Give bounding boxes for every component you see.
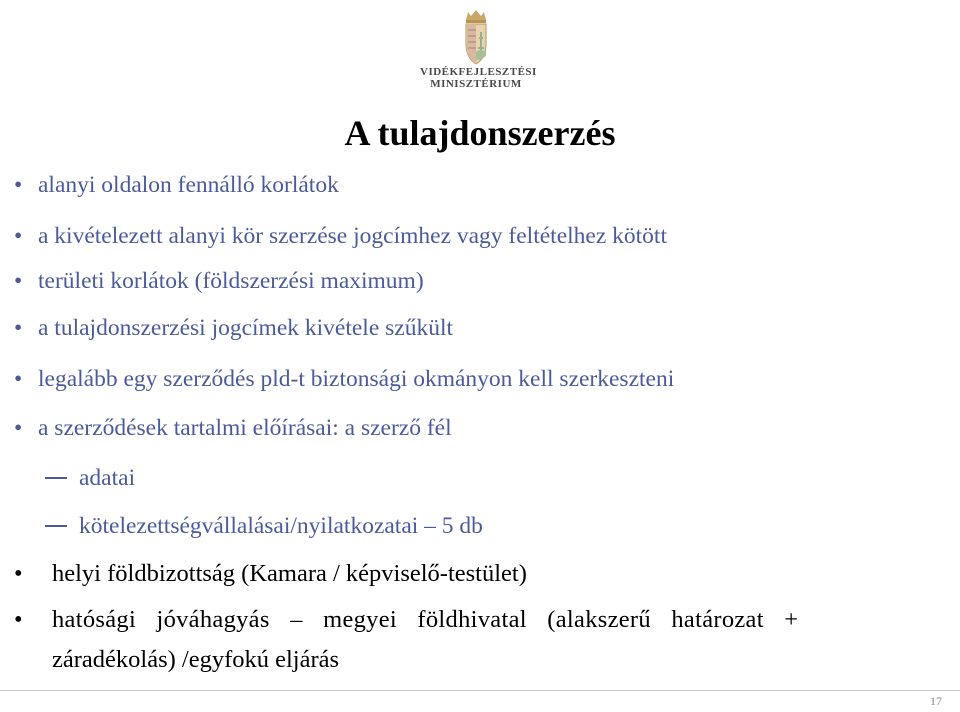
bullet-dot-icon: • — [14, 366, 23, 392]
bullet-dot-icon: • — [14, 606, 23, 633]
page-title: A tulajdonszerzés — [344, 113, 616, 153]
sub-item: adatai — [45, 463, 135, 493]
footer-divider — [0, 690, 960, 691]
page-number: 17 — [930, 694, 942, 708]
dash-icon — [45, 525, 67, 527]
bullet-dot-icon: • — [14, 560, 23, 587]
bullet-dot-icon: • — [14, 268, 23, 294]
bullet-dot-icon: • — [14, 172, 23, 198]
sub-item: kötelezettségvállalásai/nyilatkozatai – 5 db — [45, 511, 483, 541]
logo-line-2: MINISZTÉRIUM — [430, 78, 522, 90]
slide-content: • alanyi oldalon fennálló korlátok • a kivételezett alanyi kör szerzése jogcímhez vagy feltételhez kötött • területi korlátok (földszerzési maximum) • a tulajdonszerzési jogcímek kivétele szűkült • legalább egy szerződés pld-t biztonsági okmányon kell szerkeszteni • a szerződések tartalmi előírásai: a szerző fél adatai kötelezettségvállalásai/nyilatkozatai – 5 db • helyi földbizottság (Kamara / képviselő-testület) • hatósági jóváhagyás – megyei földhivatal (alakszerű határozat + záradékolás) /egyfokú eljárás — [14, 172, 799, 673]
dash-icon — [45, 477, 67, 479]
bullet-dot-icon: • — [14, 315, 23, 341]
logo-line-1: VIDÉKFEJLESZTÉSI — [420, 66, 537, 78]
bullet-dot-icon: • — [14, 415, 23, 441]
bullet-continuation: záradékolás) /egyfokú eljárás — [52, 646, 340, 673]
bullet-dot-icon: • — [14, 223, 23, 249]
